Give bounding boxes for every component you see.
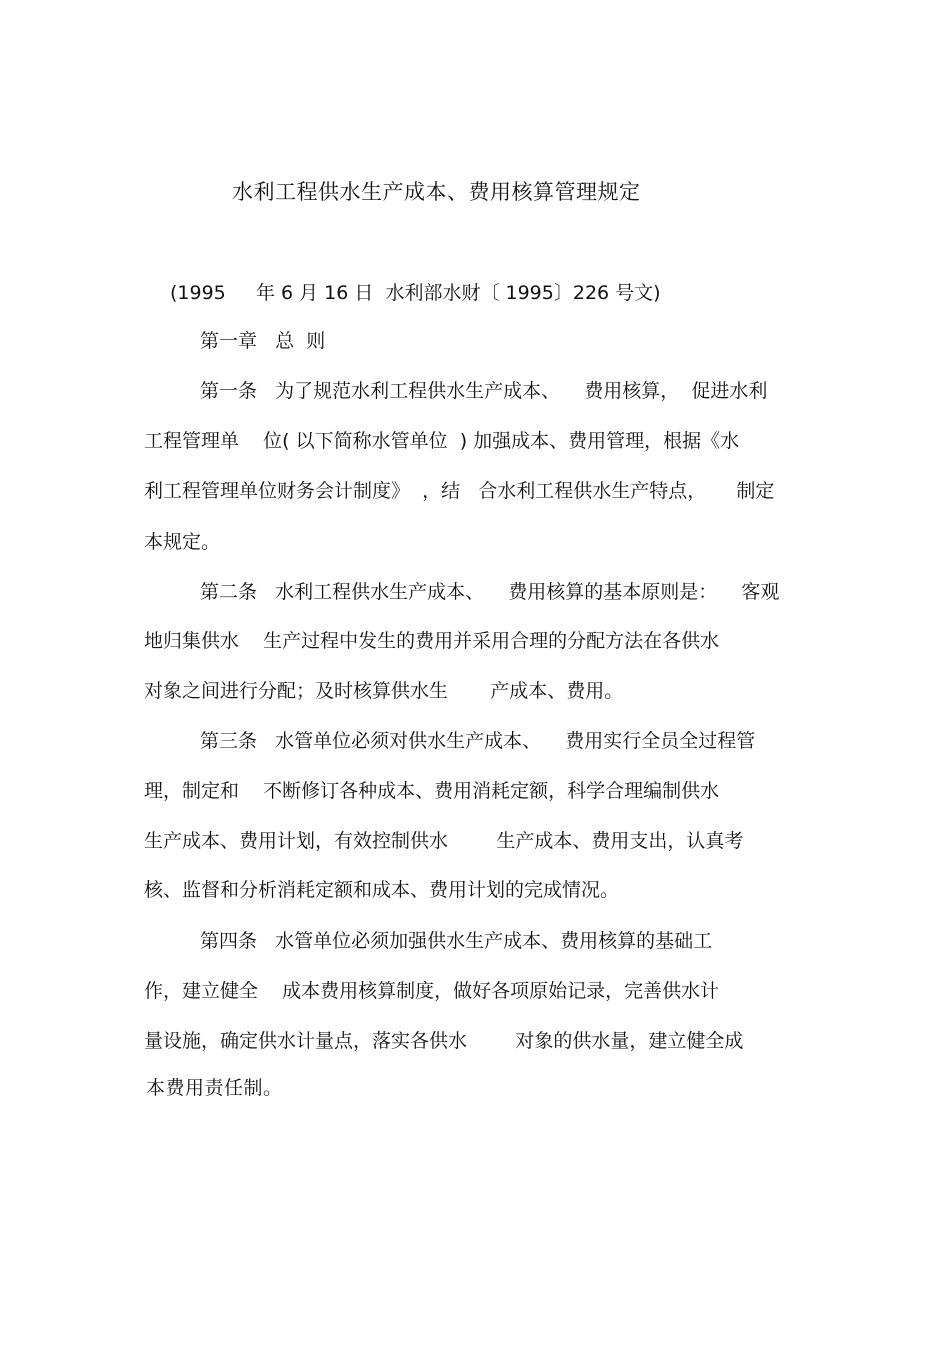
- article-4-line-4: 本费用责任制。: [146, 1077, 283, 1099]
- article-3-line-1: 第三条 水管单位必须对供水生产成本、 费用实行全员全过程管: [200, 730, 756, 752]
- article-4-line-2: 作，建立健全 成本费用核算制度，做好各项原始记录，完善供水计: [144, 980, 720, 1002]
- document-meta: (1995 年 6 月 16 日 水利部水财〔 1995〕226 号文): [170, 282, 661, 304]
- article-2-line-3: 对象之间进行分配；及时核算供水生 产成本、费用。: [144, 680, 624, 702]
- article-1-line-4: 本规定。: [144, 531, 221, 553]
- document-title: 水利工程供水生产成本、费用核算管理规定: [232, 180, 641, 204]
- article-3-line-4: 核、监督和分析消耗定额和成本、费用计划的完成情况。: [144, 879, 620, 901]
- article-4-line-3: 量设施，确定供水计量点，落实各供水 对象的供水量，建立健全成: [144, 1030, 744, 1052]
- article-2-line-2: 地归集供水 生产过程中发生的费用并采用合理的分配方法在各供水: [144, 630, 720, 652]
- article-4-line-1: 第四条 水管单位必须加强供水生产成本、费用核算的基础工: [200, 930, 713, 952]
- article-1-line-3: 利工程管理单位财务会计制度》 ，结 合水利工程供水生产特点， 制定: [144, 480, 775, 502]
- article-1-line-1: 第一条 为了规范水利工程供水生产成本、 费用核算， 促进水利: [200, 380, 768, 402]
- article-3-line-2: 理，制定和 不断修订各种成本、费用消耗定额，科学合理编制供水: [144, 780, 720, 802]
- article-3-line-3: 生产成本、费用计划，有效控制供水 生产成本、费用支出，认真考: [144, 830, 744, 852]
- article-2-line-1: 第二条 水利工程供水生产成本、 费用核算的基本原则是： 客观: [200, 581, 780, 603]
- article-1-line-2: 工程管理单 位( 以下简称水管单位 ) 加强成本、费用管理，根据《水: [144, 430, 740, 452]
- chapter-heading: 第一章 总 则: [200, 330, 326, 352]
